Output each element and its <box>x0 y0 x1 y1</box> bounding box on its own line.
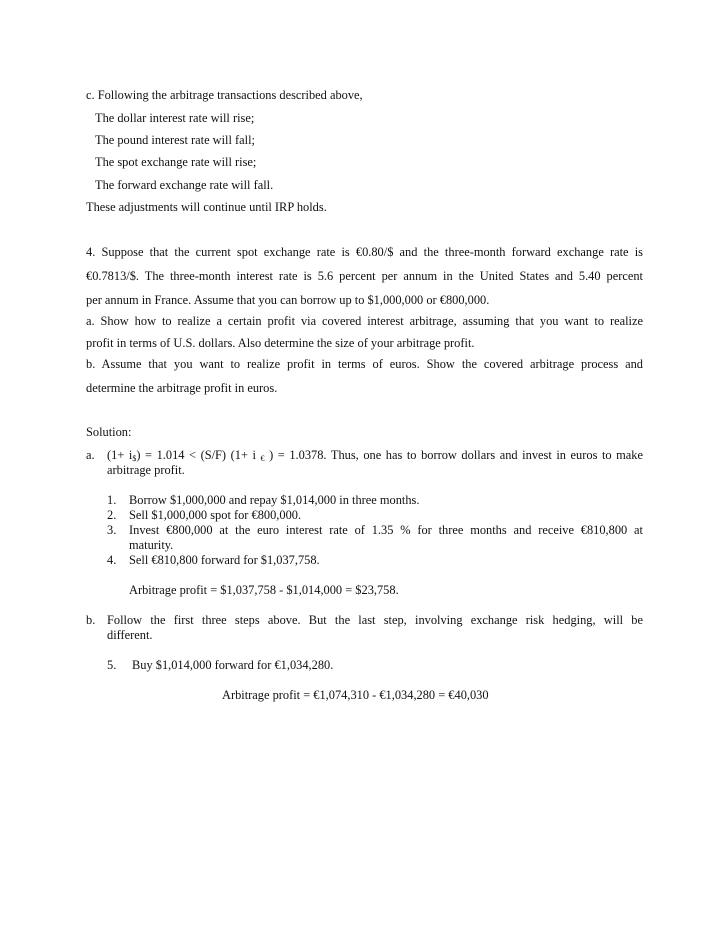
part-c-item: The spot exchange rate will rise; <box>95 155 257 169</box>
problem-4-part-b: determine the arbitrage profit in euros. <box>86 381 278 395</box>
arbitrage-profit-dollars: Arbitrage profit = $1,037,758 - $1,014,000 = $23,758. <box>129 583 399 597</box>
solution-b-line: Follow the first three steps above. But the last step, involving exchange risk hedging, will be <box>107 613 643 627</box>
solution-a-line: arbitrage profit. <box>107 463 185 477</box>
step-number: 1. <box>107 493 117 507</box>
solution-a-marker: a. <box>86 448 95 462</box>
part-c-closing: These adjustments will continue until IRP holds. <box>86 200 327 214</box>
step-text: Borrow $1,000,000 and repay $1,014,000 in three months. <box>129 493 420 507</box>
solution-b-marker: b. <box>86 613 96 627</box>
problem-4-part-a: profit in terms of U.S. dollars. Also determine the size of your arbitrage profit. <box>86 336 475 350</box>
problem-4-line: 4. Suppose that the current spot exchange rate is €0.80/$ and the three-month forward exchange rate is <box>86 245 643 259</box>
arbitrage-profit-euros: Arbitrage profit = €1,074,310 - €1,034,280 = €40,030 <box>222 688 489 702</box>
step-number: 4. <box>107 553 117 567</box>
problem-4-line: €0.7813/$. The three-month interest rate is 5.6 percent per annum in the United States and 5.40 percent <box>86 269 643 283</box>
part-c-item: The forward exchange rate will fall. <box>95 178 274 192</box>
step-text-continued: maturity. <box>129 538 174 552</box>
step-text: Sell $1,000,000 spot for €800,000. <box>129 508 302 522</box>
step-number: 5. <box>107 658 117 672</box>
problem-4-line: per annum in France. Assume that you can borrow up to $1,000,000 or €800,000. <box>86 293 490 307</box>
problem-4-part-a: a. Show how to realize a certain profit via covered interest arbitrage, assuming that you want to realize <box>86 314 643 328</box>
step-number: 3. <box>107 523 117 537</box>
solution-a-line: $(1+ i_{\$}) = 1.014 < (S/F)$ (1+ i $_€$ ) = 1.0378. Thus, one has to borrow dollars and invest in euros to make <box>107 448 643 463</box>
step-text: Invest €800,000 at the euro interest rate of 1.35 % for three months and receive €810,800 at <box>129 523 643 537</box>
part-c-item: The dollar interest rate will rise; <box>95 111 255 125</box>
step-number: 2. <box>107 508 117 522</box>
step-text: Buy $1,014,000 forward for €1,034,280. <box>132 658 334 672</box>
problem-4-part-b: b. Assume that you want to realize profit in terms of euros. Show the covered arbitrage process and <box>86 357 643 371</box>
solution-b-line: different. <box>107 628 153 642</box>
solution-title: Solution: <box>86 425 132 439</box>
step-text: Sell €810,800 forward for $1,037,758. <box>129 553 320 567</box>
part-c-item: The pound interest rate will fall; <box>95 133 255 147</box>
part-c-heading: c. Following the arbitrage transactions described above, <box>86 88 363 102</box>
